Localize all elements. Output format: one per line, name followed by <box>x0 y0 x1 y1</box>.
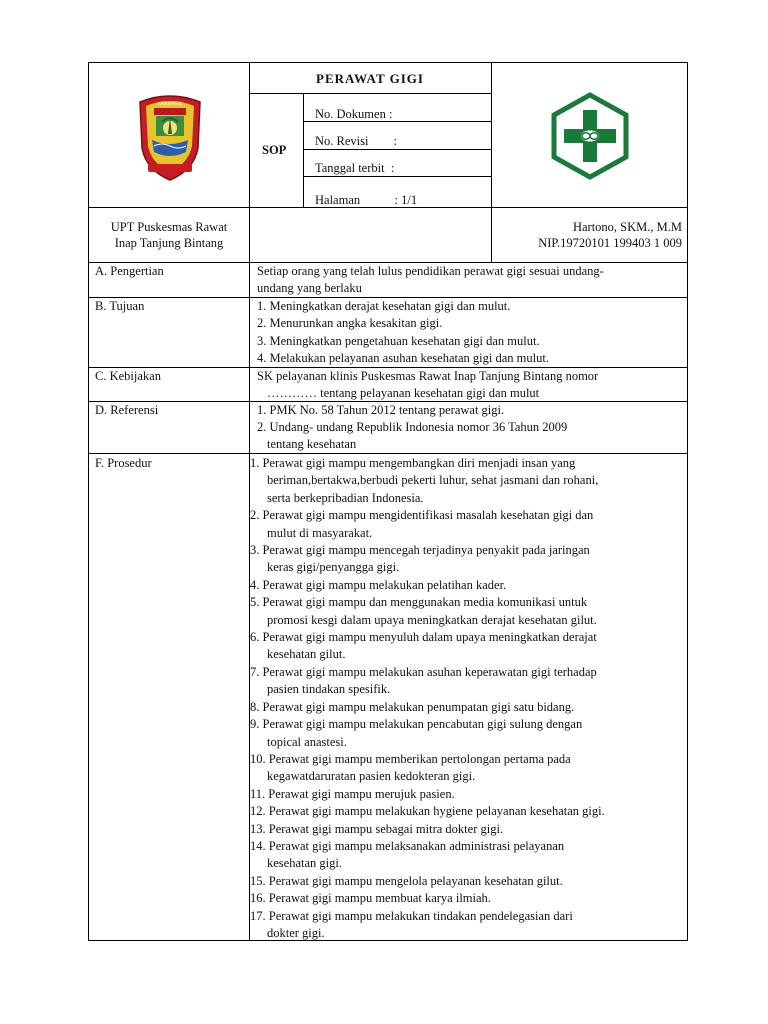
pengertian-text <box>257 263 604 296</box>
referensi-list <box>257 402 567 452</box>
document-title: PERAWAT GIGI <box>316 71 424 86</box>
halaman-field: Halaman : 1/1 <box>315 193 418 207</box>
prosedur-line: kesehatan gigi. <box>267 856 342 871</box>
no-revisi-field: No. Revisi : <box>315 134 397 148</box>
prosedur-line: 6. Perawat gigi mampu menyuluh dalam upaya meningkatkan derajat <box>250 630 597 645</box>
prosedur-line: 8. Perawat gigi mampu melakukan penumpatan gigi satu bidang. <box>250 699 575 714</box>
prosedur-item <box>250 873 682 890</box>
prosedur-line: 3. Perawat gigi mampu mencegah terjadinya penyakit pada jaringan <box>250 543 590 558</box>
prosedur-line: 1. Perawat gigi mampu mengembangkan diri menjadi insan yang <box>250 456 576 470</box>
prosedur-line: 15. Perawat gigi mampu mengelola pelayanan kesehatan gilut. <box>250 873 563 888</box>
prosedur-item <box>250 629 682 664</box>
prosedur-line: pasien tindakan spesifik. <box>267 682 391 697</box>
signer-block <box>492 219 682 251</box>
sop-label: SOP <box>262 143 287 157</box>
prosedur-line: 10. Perawat gigi mampu memberikan pertolongan pertama pada <box>250 751 571 766</box>
prosedur-line: serta berkepribadian Indonesia. <box>267 490 424 505</box>
text-line: undang yang berlaku <box>257 280 362 295</box>
prosedur-item <box>250 908 682 943</box>
prosedur-label: F. Prosedur <box>95 456 152 470</box>
signer-nip: NIP.19720101 199403 1 009 <box>538 236 682 250</box>
prosedur-line: mulut di masyarakat. <box>267 525 373 540</box>
prosedur-list <box>250 455 682 942</box>
prosedur-item <box>250 664 682 699</box>
prosedur-item <box>250 577 682 594</box>
no-dokumen-field: No. Dokumen : <box>315 107 393 121</box>
text-line: SK pelayanan klinis Puskesmas Rawat Inap Tanjung Bintang nomor <box>257 369 599 383</box>
prosedur-line: 11. Perawat gigi mampu merujuk pasien. <box>250 786 455 801</box>
puskesmas-logo <box>550 92 630 180</box>
org-line-1: UPT Puskesmas Rawat <box>110 220 228 234</box>
prosedur-item <box>250 542 682 577</box>
prosedur-item <box>250 455 682 507</box>
tanggal-terbit-field: Tanggal terbit : <box>315 161 395 175</box>
prosedur-item <box>250 699 682 716</box>
referensi-label: D. Referensi <box>95 403 159 417</box>
prosedur-line: 16. Perawat gigi mampu membuat karya ilmiah. <box>250 891 491 906</box>
prosedur-line: 2. Perawat gigi mampu mengidentifikasi masalah kesehatan gigi dan <box>250 508 594 523</box>
prosedur-item <box>250 786 682 803</box>
prosedur-line: 13. Perawat gigi mampu sebagai mitra dokter gigi. <box>250 821 504 836</box>
text-line: ………… tentang pelayanan kesehatan gigi dan mulut <box>267 385 540 400</box>
org-line-2: Inap Tanjung Bintang <box>114 236 224 250</box>
prosedur-line: kesehatan gilut. <box>267 647 346 662</box>
list-item: 2. Menurunkan angka kesakitan gigi. <box>257 316 443 331</box>
prosedur-line: kegawatdaruratan pasien kedokteran gigi. <box>267 769 476 784</box>
list-item: 1. Meningkatkan derajat kesehatan gigi dan mulut. <box>257 299 511 313</box>
title-bottom-line <box>249 93 492 94</box>
prosedur-item <box>250 507 682 542</box>
prosedur-line: beriman,bertakwa,berbudi pekerti luhur, sehat jasmani dan rohani, <box>267 473 599 488</box>
text-line: Setiap orang yang telah lulus pendidikan perawat gigi sesuai undang- <box>257 264 604 278</box>
list-item: 2. Undang- undang Republik Indonesia nomor 36 Tahun 2009 <box>257 419 568 434</box>
tujuan-label: B. Tujuan <box>95 299 145 313</box>
prosedur-line: keras gigi/penyangga gigi. <box>267 560 400 575</box>
prosedur-item <box>250 751 682 786</box>
svg-text:KABUPATEN: KABUPATEN <box>158 101 182 106</box>
kebijakan-label: C. Kebijakan <box>95 369 161 383</box>
organization-name <box>89 219 249 251</box>
prosedur-item <box>250 838 682 873</box>
regency-emblem-logo <box>134 88 206 184</box>
prosedur-item <box>250 890 682 907</box>
sop-divider <box>303 93 304 207</box>
pengertian-label: A. Pengertian <box>95 264 164 278</box>
prosedur-item <box>250 594 682 629</box>
prosedur-line: 12. Perawat gigi mampu melakukan hygiene pelayanan kesehatan gigi. <box>250 804 605 819</box>
list-item: 1. PMK No. 58 Tahun 2012 tentang perawat gigi. <box>257 403 505 417</box>
prosedur-line: 7. Perawat gigi mampu melakukan asuhan keperawatan gigi terhadap <box>250 664 597 679</box>
list-item: 3. Meningkatkan pengetahuan kesehatan gigi dan mulut. <box>257 333 540 348</box>
prosedur-line: 5. Perawat gigi mampu dan menggunakan media komunikasi untuk <box>250 595 588 610</box>
prosedur-line: 17. Perawat gigi mampu melakukan tindakan pendelegasian dari <box>250 908 573 923</box>
prosedur-line: topical anastesi. <box>267 734 347 749</box>
kebijakan-text <box>257 368 598 401</box>
prosedur-item <box>250 803 682 820</box>
list-item: tentang kesehatan <box>267 436 357 451</box>
prosedur-line: dokter gigi. <box>267 925 325 940</box>
prosedur-line: 4. Perawat gigi mampu melakukan pelatihan kader. <box>250 577 507 592</box>
signer-name: Hartono, SKM., M.M <box>572 220 682 234</box>
prosedur-line: 14. Perawat gigi mampu melaksanakan administrasi pelayanan <box>250 838 565 853</box>
prosedur-line: 9. Perawat gigi mampu melakukan pencabutan gigi sulung dengan <box>250 717 583 732</box>
tujuan-list <box>257 298 549 367</box>
section-line <box>88 453 688 454</box>
list-item: 4. Melakukan pelayanan asuhan kesehatan gigi dan mulut. <box>257 350 549 365</box>
prosedur-line: promosi kesgi dalam upaya meningkatkan derajat kesehatan gilut. <box>267 612 597 627</box>
prosedur-item <box>250 716 682 751</box>
prosedur-item <box>250 821 682 838</box>
